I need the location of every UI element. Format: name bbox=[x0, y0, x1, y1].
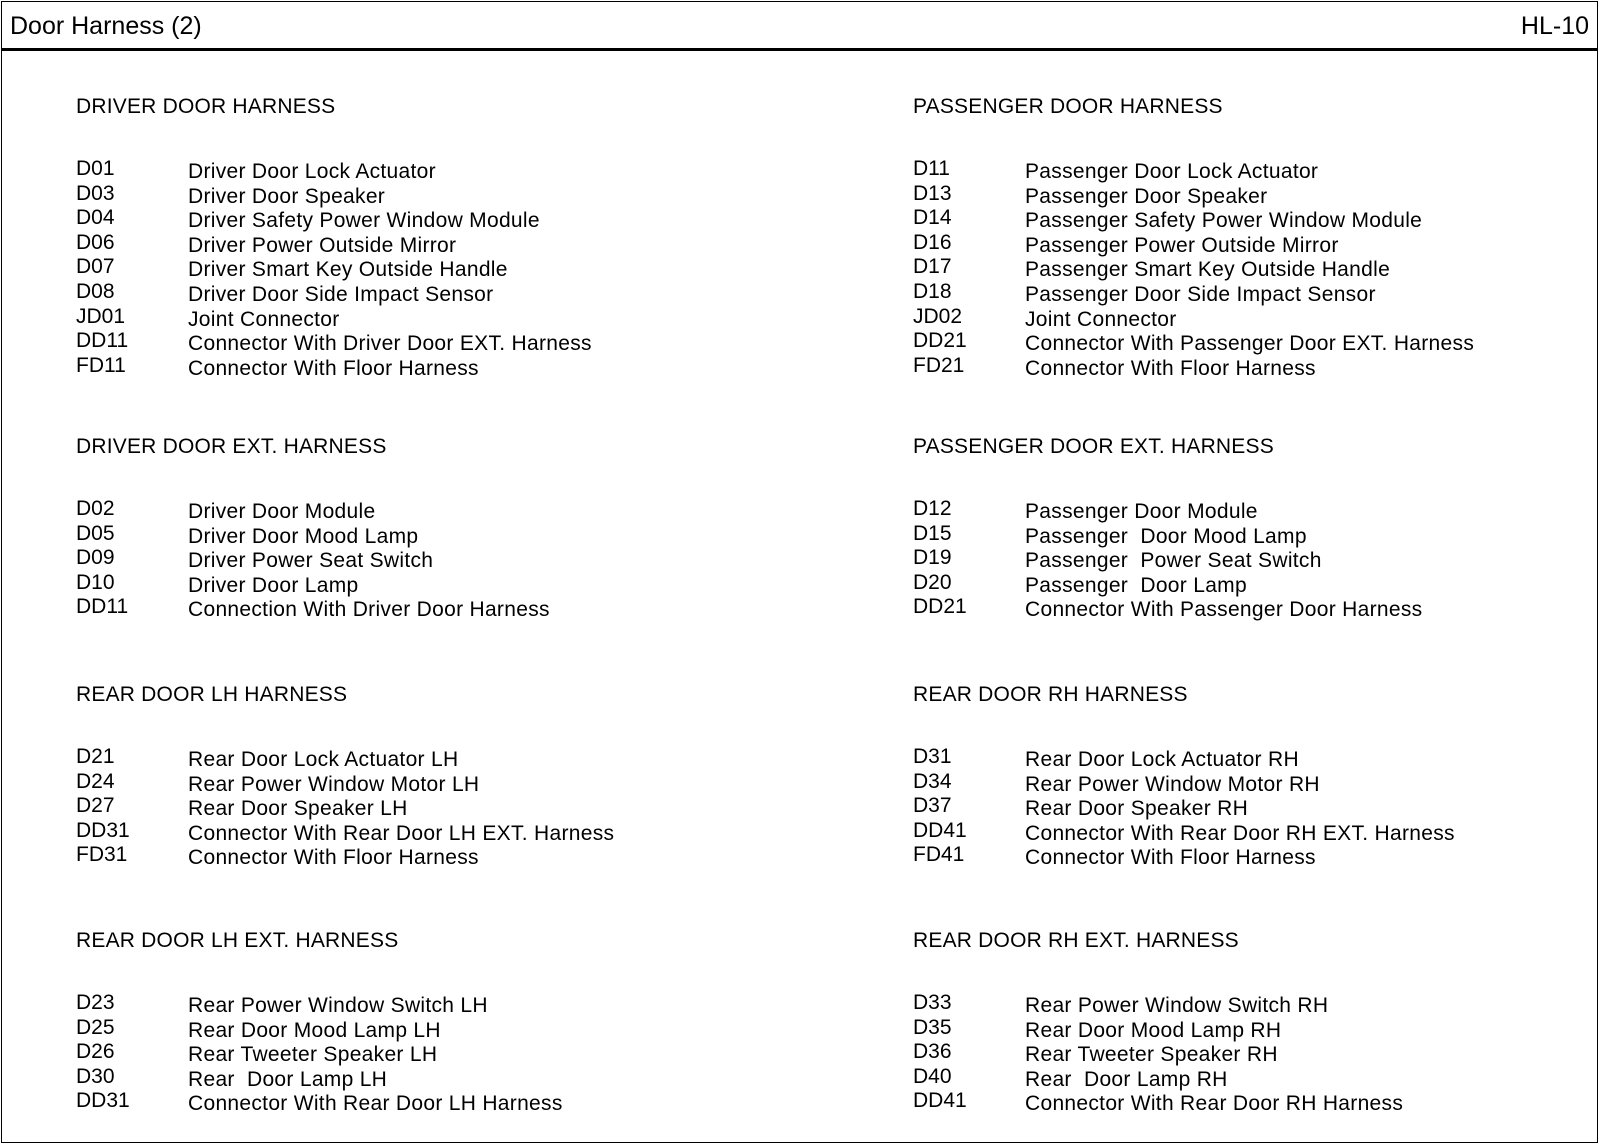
page-title: Door Harness (2) bbox=[10, 12, 202, 40]
connector-row bbox=[913, 331, 1600, 356]
connector-code: D15 bbox=[913, 521, 952, 545]
page-code: HL-10 bbox=[1520, 12, 1589, 40]
connector-description: Joint Connector bbox=[1025, 307, 1177, 331]
connector-code: D21 bbox=[76, 745, 115, 768]
connector-code: JD01 bbox=[76, 304, 126, 328]
connector-description: Passenger Safety Power Window Module bbox=[1025, 209, 1423, 233]
connector-description: Rear Door Speaker LH bbox=[188, 797, 408, 821]
connector-row bbox=[76, 769, 836, 797]
connector-row bbox=[913, 1015, 1600, 1043]
connector-description: Connector With Floor Harness bbox=[1025, 846, 1316, 870]
harness-section bbox=[76, 94, 836, 380]
connector-code: D16 bbox=[913, 230, 952, 254]
connector-row bbox=[76, 570, 836, 598]
connector-code: D36 bbox=[913, 1040, 952, 1064]
connector-description: Rear Door Lock Actuator LH bbox=[188, 748, 459, 771]
connector-description: Rear Door Mood Lamp RH bbox=[1025, 1018, 1282, 1042]
connector-code: DD11 bbox=[76, 595, 129, 619]
connector-description: Connector With Floor Harness bbox=[1025, 356, 1316, 380]
connector-description: Passenger Power Outside Mirror bbox=[1025, 233, 1339, 257]
connector-description: Passenger Door Lamp bbox=[1025, 573, 1247, 597]
connector-code: DD21 bbox=[913, 595, 967, 619]
connector-description: Connector With Rear Door LH Harness bbox=[188, 1092, 563, 1116]
connector-code: D06 bbox=[76, 230, 115, 254]
connector-code: DD31 bbox=[76, 1089, 130, 1113]
connector-row bbox=[76, 208, 836, 233]
connector-description: Connector With Passenger Door Harness bbox=[1025, 598, 1423, 622]
connector-description: Rear Power Window Switch LH bbox=[188, 994, 488, 1017]
connector-description: Driver Door Side Impact Sensor bbox=[188, 282, 494, 306]
connector-row bbox=[913, 499, 1600, 524]
connector-row bbox=[76, 597, 836, 622]
connector-code: DD11 bbox=[76, 329, 129, 353]
connector-description: Driver Door Lock Actuator bbox=[188, 160, 436, 183]
connector-description: Driver Door Speaker bbox=[188, 184, 386, 208]
connector-row bbox=[76, 845, 836, 870]
connector-list bbox=[913, 499, 1600, 622]
connector-code: FD41 bbox=[913, 843, 965, 867]
connector-code: D08 bbox=[76, 279, 115, 303]
connector-description: Rear Power Window Motor RH bbox=[1025, 772, 1320, 796]
connector-description: Connector With Rear Door RH Harness bbox=[1025, 1092, 1404, 1116]
connector-code: FD31 bbox=[76, 843, 128, 867]
connector-row bbox=[76, 818, 836, 846]
section-title: REAR DOOR LH HARNESS bbox=[76, 683, 348, 706]
connector-row bbox=[913, 845, 1600, 870]
connector-code: D35 bbox=[913, 1015, 952, 1039]
connector-row bbox=[76, 279, 836, 307]
connector-row bbox=[913, 597, 1600, 622]
connector-list bbox=[913, 747, 1600, 870]
connector-code: D27 bbox=[76, 794, 115, 818]
harness-section bbox=[76, 682, 836, 870]
connector-row bbox=[913, 747, 1600, 772]
connector-description: Rear Door Mood Lamp LH bbox=[188, 1018, 441, 1042]
connector-row bbox=[76, 521, 836, 549]
connector-row bbox=[76, 331, 836, 356]
connector-description: Passenger Door Lock Actuator bbox=[1025, 160, 1319, 183]
connector-row bbox=[913, 159, 1600, 184]
connector-code: DD31 bbox=[76, 818, 130, 842]
connector-code: FD21 bbox=[913, 353, 965, 377]
connector-row bbox=[913, 208, 1600, 233]
connector-code: D13 bbox=[913, 181, 952, 205]
connector-row bbox=[76, 1064, 836, 1092]
connector-row bbox=[913, 1064, 1600, 1092]
connector-code: D20 bbox=[913, 570, 952, 594]
connector-code: D12 bbox=[913, 497, 952, 520]
connector-description: Rear Door Lamp RH bbox=[1025, 1067, 1228, 1091]
connector-row bbox=[76, 1091, 836, 1116]
connector-description: Driver Door Mood Lamp bbox=[188, 524, 419, 548]
connector-row bbox=[76, 304, 836, 332]
connector-description: Connector With Floor Harness bbox=[188, 846, 479, 870]
connector-description: Passenger Power Seat Switch bbox=[1025, 549, 1322, 573]
connector-description: Connection With Driver Door Harness bbox=[188, 598, 550, 622]
connector-row bbox=[913, 570, 1600, 598]
connector-row bbox=[913, 521, 1600, 549]
connector-row bbox=[913, 304, 1600, 332]
connector-code: D18 bbox=[913, 279, 952, 303]
connector-row bbox=[913, 1042, 1600, 1067]
connector-row bbox=[76, 353, 836, 381]
connector-row bbox=[76, 993, 836, 1018]
connector-description: Driver Door Module bbox=[188, 500, 376, 523]
connector-code: D23 bbox=[76, 991, 115, 1014]
connector-description: Joint Connector bbox=[188, 307, 340, 331]
harness-section bbox=[913, 94, 1600, 380]
connector-description: Passenger Smart Key Outside Handle bbox=[1025, 258, 1391, 282]
connector-code: D02 bbox=[76, 497, 115, 520]
connector-description: Connector With Floor Harness bbox=[188, 356, 479, 380]
connector-list bbox=[913, 993, 1600, 1116]
connector-list bbox=[913, 159, 1600, 380]
connector-description: Rear Tweeter Speaker LH bbox=[188, 1043, 438, 1067]
connector-row bbox=[76, 548, 836, 573]
connector-code: D25 bbox=[76, 1015, 115, 1039]
connector-code: D10 bbox=[76, 570, 115, 594]
connector-description: Rear Power Window Motor LH bbox=[188, 772, 480, 796]
section-title: REAR DOOR RH HARNESS bbox=[913, 683, 1188, 706]
connector-list bbox=[76, 747, 836, 870]
connector-code: D05 bbox=[76, 521, 115, 545]
connector-code: D14 bbox=[913, 206, 952, 230]
connector-code: D24 bbox=[76, 769, 115, 793]
section-title: DRIVER DOOR HARNESS bbox=[76, 95, 336, 118]
harness-section bbox=[913, 928, 1600, 1116]
connector-description: Driver Smart Key Outside Handle bbox=[188, 258, 508, 282]
connector-code: DD41 bbox=[913, 818, 967, 842]
connector-code: D09 bbox=[76, 546, 115, 570]
connector-row bbox=[76, 1015, 836, 1043]
connector-row bbox=[76, 1042, 836, 1067]
connector-row bbox=[76, 499, 836, 524]
connector-code: JD02 bbox=[913, 304, 963, 328]
connector-description: Passenger Door Speaker bbox=[1025, 184, 1268, 208]
connector-row bbox=[913, 181, 1600, 209]
connector-description: Connector With Passenger Door EXT. Harness bbox=[1025, 332, 1475, 356]
connector-row bbox=[76, 159, 836, 184]
connector-code: D01 bbox=[76, 157, 115, 180]
connector-row bbox=[913, 230, 1600, 258]
connector-code: DD21 bbox=[913, 329, 967, 353]
connector-description: Passenger Door Module bbox=[1025, 500, 1258, 523]
connector-description: Passenger Door Mood Lamp bbox=[1025, 524, 1307, 548]
connector-description: Driver Power Seat Switch bbox=[188, 549, 434, 573]
connector-code: D37 bbox=[913, 794, 952, 818]
connector-description: Rear Tweeter Speaker RH bbox=[1025, 1043, 1278, 1067]
connector-list bbox=[76, 499, 836, 622]
connector-code: D07 bbox=[76, 255, 115, 279]
harness-section bbox=[913, 682, 1600, 870]
connector-row bbox=[76, 257, 836, 282]
connector-row bbox=[913, 796, 1600, 821]
connector-description: Connector With Rear Door RH EXT. Harness bbox=[1025, 821, 1455, 845]
connector-list bbox=[76, 993, 836, 1116]
connector-description: Connector With Rear Door LH EXT. Harness bbox=[188, 821, 615, 845]
harness-section bbox=[76, 434, 836, 622]
section-title: REAR DOOR LH EXT. HARNESS bbox=[76, 929, 399, 952]
connector-description: Passenger Door Side Impact Sensor bbox=[1025, 282, 1376, 306]
connector-code: D26 bbox=[76, 1040, 115, 1064]
section-title: PASSENGER DOOR EXT. HARNESS bbox=[913, 435, 1274, 458]
connector-row bbox=[913, 279, 1600, 307]
connector-row bbox=[76, 181, 836, 209]
connector-code: D11 bbox=[913, 157, 950, 180]
harness-section bbox=[913, 434, 1600, 622]
connector-row bbox=[76, 796, 836, 821]
connector-code: D34 bbox=[913, 769, 952, 793]
connector-description: Rear Door Lamp LH bbox=[188, 1067, 388, 1091]
connector-code: D04 bbox=[76, 206, 115, 230]
connector-list bbox=[76, 159, 836, 380]
connector-code: DD41 bbox=[913, 1089, 967, 1113]
connector-code: D19 bbox=[913, 546, 952, 570]
connector-code: D30 bbox=[76, 1064, 115, 1088]
connector-code: D31 bbox=[913, 745, 952, 768]
connector-code: FD11 bbox=[76, 353, 126, 377]
connector-code: D17 bbox=[913, 255, 952, 279]
connector-description: Rear Door Lock Actuator RH bbox=[1025, 748, 1299, 771]
connector-code: D03 bbox=[76, 181, 115, 205]
connector-row bbox=[76, 747, 836, 772]
section-title: PASSENGER DOOR HARNESS bbox=[913, 95, 1223, 118]
section-title: DRIVER DOOR EXT. HARNESS bbox=[76, 435, 387, 458]
page-header bbox=[1, 1, 1598, 51]
connector-description: Driver Door Lamp bbox=[188, 573, 359, 597]
connector-row bbox=[913, 993, 1600, 1018]
connector-description: Driver Power Outside Mirror bbox=[188, 233, 457, 257]
connector-row bbox=[913, 257, 1600, 282]
connector-code: D40 bbox=[913, 1064, 952, 1088]
connector-description: Driver Safety Power Window Module bbox=[188, 209, 540, 233]
connector-row bbox=[913, 548, 1600, 573]
connector-row bbox=[913, 769, 1600, 797]
harness-section bbox=[76, 928, 836, 1116]
connector-description: Connector With Driver Door EXT. Harness bbox=[188, 332, 592, 356]
connector-row bbox=[913, 818, 1600, 846]
connector-row bbox=[76, 230, 836, 258]
connector-description: Rear Door Speaker RH bbox=[1025, 797, 1249, 821]
section-title: REAR DOOR RH EXT. HARNESS bbox=[913, 929, 1239, 952]
connector-row bbox=[913, 353, 1600, 381]
connector-row bbox=[913, 1091, 1600, 1116]
connector-code: D33 bbox=[913, 991, 952, 1014]
connector-description: Rear Power Window Switch RH bbox=[1025, 994, 1329, 1017]
